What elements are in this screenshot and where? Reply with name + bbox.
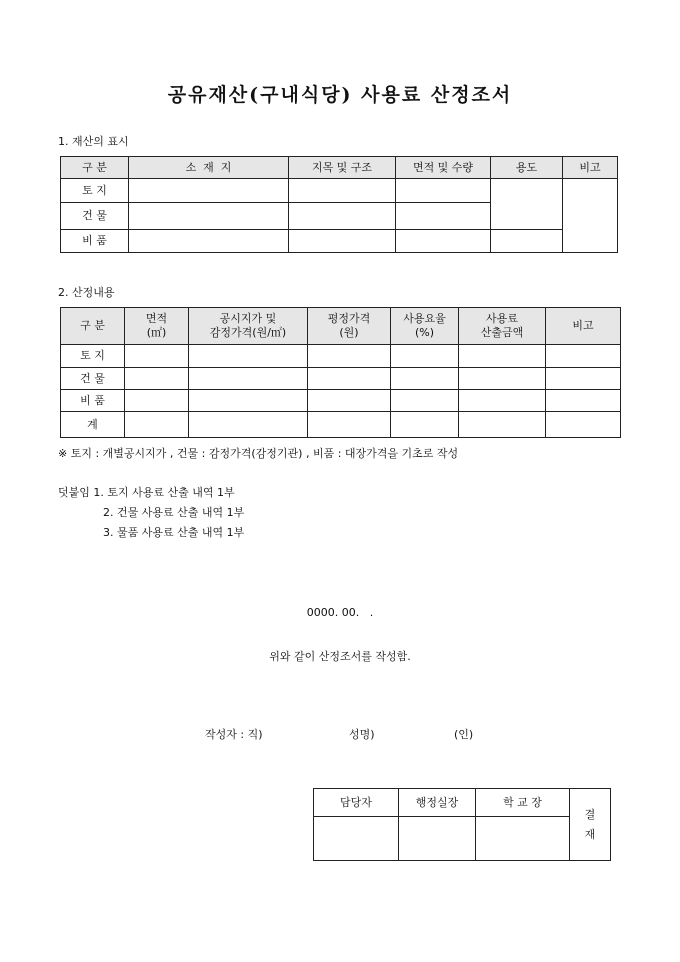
table-row: [61, 368, 621, 390]
cell-input[interactable]: [308, 345, 391, 368]
row-label-land: 토 지: [61, 179, 129, 203]
attachment-2: 2. 건물 사용료 산출 내역 1부: [103, 506, 245, 519]
cell-input[interactable]: [129, 203, 289, 230]
cell-input[interactable]: [546, 368, 621, 390]
statement: 위와 같이 산정조서를 작성함.: [269, 650, 411, 663]
cell-input[interactable]: [308, 412, 391, 438]
cell-input[interactable]: [125, 412, 189, 438]
header-quantity: 면적 및 수량: [396, 157, 491, 179]
cell-input[interactable]: [125, 368, 189, 390]
table-row: [61, 345, 621, 368]
cell-input[interactable]: [546, 412, 621, 438]
cell-input[interactable]: [189, 345, 308, 368]
header-category: 구 분: [61, 308, 125, 345]
header-remarks: 비고: [546, 308, 621, 345]
table-row: [61, 390, 621, 412]
header-category: 구 분: [61, 157, 129, 179]
cell-input[interactable]: [396, 230, 491, 253]
cell-input[interactable]: [459, 345, 546, 368]
approval-header-admin: 행정실장: [399, 789, 476, 817]
cell-input[interactable]: [459, 390, 546, 412]
row-label-building: 건 물: [61, 368, 125, 390]
header-usage-rate: 사용요율 (%): [391, 308, 459, 345]
property-table: [60, 156, 618, 253]
cell-input[interactable]: [289, 179, 396, 203]
cell-input[interactable]: [189, 412, 308, 438]
cell-input[interactable]: [129, 230, 289, 253]
cell-input[interactable]: [308, 390, 391, 412]
cell-input[interactable]: [129, 179, 289, 203]
cell-input[interactable]: [189, 390, 308, 412]
cell-usage[interactable]: [491, 230, 563, 253]
attachment-1: 덧붙임 1. 토지 사용료 산출 내역 1부: [58, 486, 235, 499]
header-fee-amount: 사용료 산출금액: [459, 308, 546, 345]
cell-input[interactable]: [396, 179, 491, 203]
cell-input[interactable]: [459, 412, 546, 438]
table-row: [61, 412, 621, 438]
header-usage: 용도: [491, 157, 563, 179]
cell-input[interactable]: [308, 368, 391, 390]
cell-input[interactable]: [289, 230, 396, 253]
cell-input[interactable]: [396, 203, 491, 230]
row-label-equipment: 비 품: [61, 230, 129, 253]
header-area: 면적 (㎡): [125, 308, 189, 345]
cell-input[interactable]: [459, 368, 546, 390]
approval-side-label: 결 재: [570, 789, 611, 861]
section1-heading: 1. 재산의 표시: [58, 135, 129, 148]
header-remarks: 비고: [563, 157, 618, 179]
header-official-price: 공시지가 및 감정가격(원/㎡): [189, 308, 308, 345]
section2-heading: 2. 산정내용: [58, 286, 115, 299]
basis-note: ※ 토지 : 개별공시지가 , 건물 : 감정가격(감정기관) , 비품 : 대장가격을 기초로 작성: [58, 447, 459, 460]
row-label-equipment: 비 품: [61, 390, 125, 412]
cell-input[interactable]: [546, 390, 621, 412]
cell-remarks[interactable]: [563, 179, 618, 253]
signature-cell-principal[interactable]: [476, 817, 570, 861]
row-label-total: 계: [61, 412, 125, 438]
approval-header-staff: 담당자: [314, 789, 399, 817]
author-name-label: 성명): [349, 728, 375, 741]
table-row: [61, 230, 618, 253]
row-label-land: 토 지: [61, 345, 125, 368]
header-structure: 지목 및 구조: [289, 157, 396, 179]
document-title: 공유재산(구내식당) 사용료 산정조서: [167, 84, 513, 106]
document-date: 0000. 00. .: [306, 606, 374, 619]
header-average-price: 평정가격 (원): [308, 308, 391, 345]
approval-table: [313, 788, 611, 861]
cell-input[interactable]: [289, 203, 396, 230]
row-label-building: 건 물: [61, 203, 129, 230]
cell-input[interactable]: [391, 368, 459, 390]
signature-cell-staff[interactable]: [314, 817, 399, 861]
calculation-table: [60, 307, 621, 438]
cell-usage[interactable]: [491, 179, 563, 230]
cell-input[interactable]: [391, 412, 459, 438]
cell-input[interactable]: [189, 368, 308, 390]
author-position-label: 작성자 : 직): [205, 728, 263, 741]
signature-cell-admin[interactable]: [399, 817, 476, 861]
table-row: [61, 179, 618, 203]
cell-input[interactable]: [125, 345, 189, 368]
attachment-3: 3. 물품 사용료 산출 내역 1부: [103, 526, 245, 539]
header-location: 소 재 지: [129, 157, 289, 179]
approval-header-principal: 학 교 장: [476, 789, 570, 817]
cell-input[interactable]: [125, 390, 189, 412]
seal-label: (인): [454, 728, 474, 741]
cell-input[interactable]: [391, 390, 459, 412]
cell-input[interactable]: [391, 345, 459, 368]
cell-input[interactable]: [546, 345, 621, 368]
